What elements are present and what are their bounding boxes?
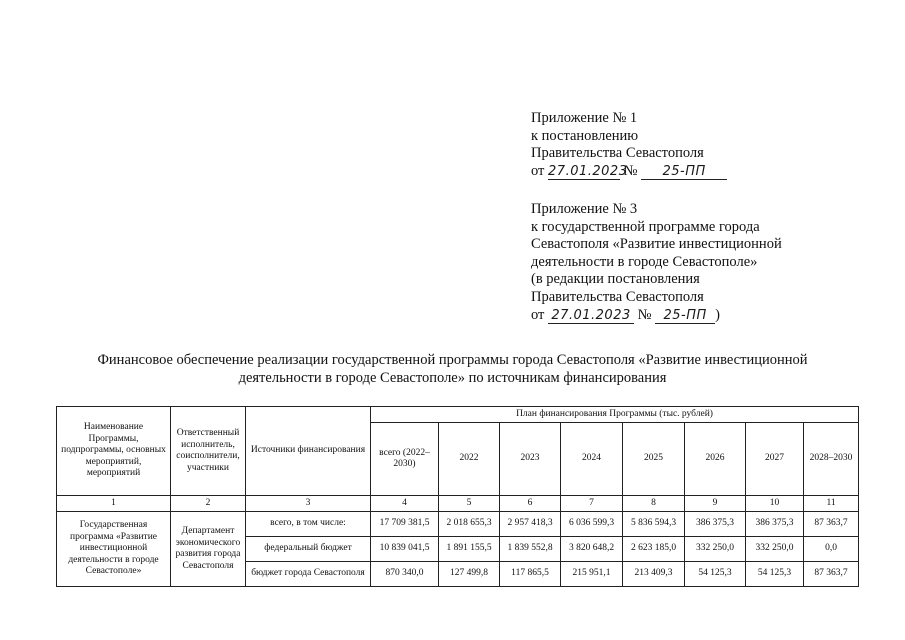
column-number: 8 (623, 496, 685, 512)
appendix-1-line: Приложение № 1 (531, 110, 638, 126)
appendix-3-line: к государственной программе города (531, 218, 760, 235)
number-sign: № (637, 306, 652, 323)
appendix-3-block (531, 201, 782, 324)
handwritten-date: 27.01.2023 (548, 163, 628, 179)
value-cell: 213 409,3 (623, 562, 685, 587)
header-year: 2024 (561, 423, 623, 496)
appendix-3-line: (в редакции постановления (531, 271, 700, 288)
value-cell: 2 623 185,0 (623, 537, 685, 562)
appendix-1-line: Правительства Севастополя (531, 145, 704, 162)
value-cell: 54 125,3 (746, 562, 804, 587)
document-title (0, 351, 905, 387)
value-cell: 117 865,5 (500, 562, 561, 587)
appendix-3-date-line (531, 307, 782, 325)
column-number: 2 (171, 496, 246, 512)
appendix-3-line: Правительства Севастополя (531, 288, 704, 305)
value-cell: 386 375,3 (746, 512, 804, 537)
column-number: 4 (371, 496, 439, 512)
column-number: 9 (685, 496, 746, 512)
appendix-1-date-line (531, 163, 727, 181)
financing-table (56, 406, 859, 587)
value-cell: 0,0 (804, 537, 859, 562)
value-cell: 87 363,7 (804, 512, 859, 537)
header-responsible: Ответственный исполнитель, соисполнители, участники (171, 407, 246, 496)
value-cell: 2 018 655,3 (439, 512, 500, 537)
source-cell: всего, в том числе: (246, 512, 371, 537)
value-cell: 54 125,3 (685, 562, 746, 587)
appendix-3-line: деятельности в городе Севастополе» (531, 253, 758, 270)
appendix-3-line: Приложение № 3 (531, 201, 638, 217)
column-number: 11 (804, 496, 859, 512)
appendix-1-block (531, 110, 727, 180)
appendix-1-line: к постановлению (531, 127, 639, 144)
value-cell: 215 951,1 (561, 562, 623, 587)
header-year: 2023 (500, 423, 561, 496)
header-year: 2022 (439, 423, 500, 496)
value-cell: 1 891 155,5 (439, 537, 500, 562)
handwritten-date: 27.01.2023 (548, 309, 634, 324)
closing-paren: ) (715, 306, 720, 323)
handwritten-number: 25-ПП (641, 165, 727, 180)
column-number: 3 (246, 496, 371, 512)
header-plan: План финансирования Программы (тыс. рублей) (371, 407, 859, 423)
value-cell: 332 250,0 (685, 537, 746, 562)
header-year: 2027 (746, 423, 804, 496)
source-cell: федеральный бюджет (246, 537, 371, 562)
value-cell: 386 375,3 (685, 512, 746, 537)
handwritten-number: 25-ПП (655, 309, 715, 324)
responsible-cell: Департамент экономического развития города Севастополя (171, 512, 246, 587)
table-row (57, 512, 859, 537)
title-line: Финансовое обеспечение реализации государственной программы города Севастополя «Развитие инвестиционной (97, 352, 808, 368)
value-cell: 10 839 041,5 (371, 537, 439, 562)
header-total: всего (2022–2030) (371, 423, 439, 496)
value-cell: 3 820 648,2 (561, 537, 623, 562)
program-name-cell: Государственная программа «Развитие инвестиционной деятельности в городе Севастополе» (57, 512, 171, 587)
value-cell: 17 709 381,5 (371, 512, 439, 537)
value-cell: 2 957 418,3 (500, 512, 561, 537)
value-cell: 5 836 594,3 (623, 512, 685, 537)
header-year: 2025 (623, 423, 685, 496)
from-label: от (531, 162, 545, 179)
value-cell: 1 839 552,8 (500, 537, 561, 562)
column-number: 6 (500, 496, 561, 512)
column-number: 10 (746, 496, 804, 512)
column-number: 1 (57, 496, 171, 512)
appendix-3-line: Севастополя «Развитие инвестиционной (531, 236, 782, 253)
source-cell: бюджет города Севастополя (246, 562, 371, 587)
header-year: 2026 (685, 423, 746, 496)
column-number: 7 (561, 496, 623, 512)
value-cell: 87 363,7 (804, 562, 859, 587)
from-label: от (531, 306, 545, 323)
header-name: Наименование Программы, подпрограммы, основных мероприятий, мероприятий (57, 407, 171, 496)
value-cell: 332 250,0 (746, 537, 804, 562)
value-cell: 127 499,8 (439, 562, 500, 587)
value-cell: 6 036 599,3 (561, 512, 623, 537)
header-sources: Источники финансирования (246, 407, 371, 496)
number-sign: № (623, 162, 638, 179)
title-line: деятельности в городе Севастополе» по источникам финансирования (238, 370, 667, 386)
column-number: 5 (439, 496, 500, 512)
header-year: 2028–2030 (804, 423, 859, 496)
value-cell: 870 340,0 (371, 562, 439, 587)
